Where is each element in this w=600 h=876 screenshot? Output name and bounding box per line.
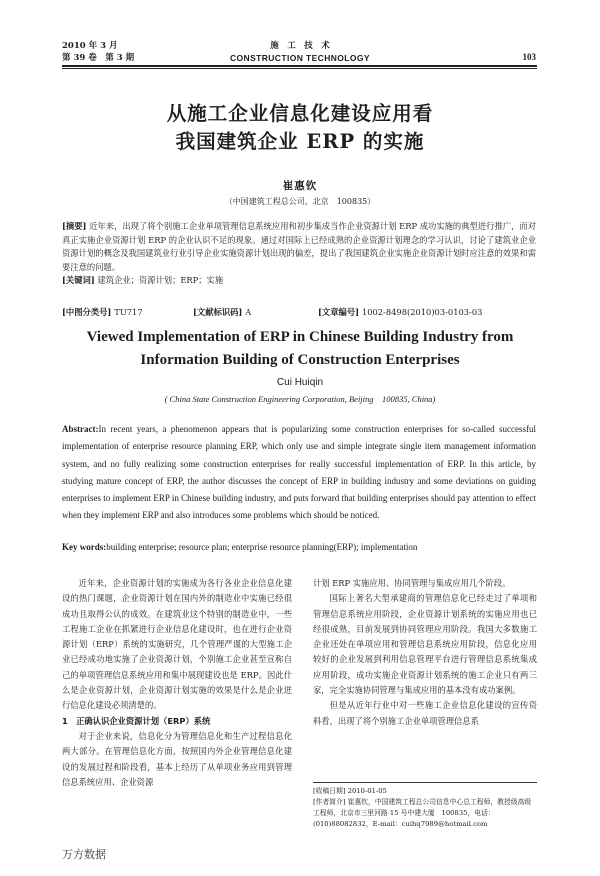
clc-value: TU717 <box>114 307 143 317</box>
author-bio: [作者简介] 崔惠钦，中国建筑工程总公司信息中心总工程师，教授级高级工程师，北京市三里河路 15 号中建大厦 100835，电话：(010)88082832，E-mail：cuihq7989@hotmail.com <box>313 798 532 828</box>
author-footnote <box>313 782 537 830</box>
author-en: Cui Huiqin <box>276 377 324 388</box>
body-column-right <box>313 576 537 729</box>
abstract-cn <box>62 220 536 288</box>
keywords-en <box>62 542 542 552</box>
title-en <box>60 326 540 372</box>
abstract-cn-label: [摘要] <box>62 221 87 231</box>
title-cn-line2: 我国建筑企业 ERP 的实施 <box>175 130 425 153</box>
section-heading: 1 正确认识企业资源计划（ERP）系统 <box>62 715 211 726</box>
received-date: [收稿日期] 2010-01-05 <box>313 787 387 795</box>
body-paragraph: 计划 ERP 实施应用、协同管理与集成应用几个阶段。 <box>313 578 511 588</box>
abstract-en <box>62 421 536 525</box>
abstract-cn-text: 近年来，出现了将个别施工企业单项管理信息系统应用和初步集成当作企业资源计划 ERP 成功实施的典型进行推广，而对真正实施企业资源计划 ERP 的企业认识不足的现象。通过对国际上已经成熟的企业资源计划理念的学习认识，讨论了建筑业企业资源计划的概念及我国建筑业行业引导企业实施资源计划出现的偏差，提出了我国建筑企业实施企业资源计划时应注意的效果和需要注意的问题。 <box>62 221 536 272</box>
affiliation-en: ( China State Construction Engineering Corporation, Beijing 100835, China) <box>164 394 436 404</box>
keywords-cn-label: [关键词] <box>62 275 95 285</box>
watermark: 万方数据 <box>62 848 106 861</box>
article-number-label: [文章编号] <box>318 307 360 317</box>
doc-code-value: A <box>245 307 252 317</box>
title-en-line2: Information Building of Construction Enterprises <box>140 352 460 368</box>
doc-code <box>193 306 251 318</box>
clc-number <box>62 306 143 318</box>
keywords-cn-text: 建筑企业；资源计划；ERP；实施 <box>97 275 224 285</box>
affiliation-cn: （中国建筑工程总公司，北京 100835） <box>224 197 376 206</box>
journal-name-en: CONSTRUCTION TECHNOLOGY <box>229 53 370 63</box>
abstract-en-label: Abstract: <box>62 424 99 434</box>
doc-code-label: [文献标识码] <box>193 307 243 317</box>
header-rule-thick <box>62 65 537 67</box>
running-header-center <box>200 40 400 64</box>
journal-name-cn: 施 工 技 术 <box>270 41 330 51</box>
body-paragraph: 国际上著名大型承建商的管理信息化已经走过了单项和管理信息系统应用阶段，企业资源计划系统的实施应用也已经很成熟，目前发展到协同管理应用阶段。我国大多数施工企业还处在单项应用和管理信息系统应用阶段，信息化应用较好的企业发展到利用信息管理平台进行管理信息系统集成应用阶段，成功实施企业资源计划系统的施工企业只有两三家，完全实施协同管理与集成应用的基本没有成功案例。 <box>313 593 537 696</box>
abstract-en-text: In recent years, a phenomenon appears that is popularizing some construction enterprises for so-called successful implementation of enterprise resource planning ERP, which only use and simple integrate single item management information system, and no fully realizing some construction enterprises for really successful implementation of ERP. In this article, by studying mature concept of ERP, the author discusses the concept of ERP in building industry and some deviations on guiding enterprises to implement ERP in Chinese building industry, and puts forward that building enterprises should pay attention to effect when they implement ERP and also introduces some problems which should be noticed. <box>62 424 536 521</box>
title-en-line1: Viewed Implementation of ERP in Chinese Building Industry from <box>86 329 514 345</box>
volume-issue: 第 39 卷 第 3 期 <box>62 53 135 63</box>
header-rule-thin <box>62 68 537 69</box>
body-paragraph: 近年来，企业资源计划的实施成为各行各业企业信息化建设的热门课题，企业资源计划在国内外的制造业中实施已经很成功且取得公认的成效。在建筑业这个特别的制造业中，一些工程施工企业在抓紧进行企业信息化建设时，也在进行企业资源计划（ERP）系统的实施研究，几个管理严谨的大型施工企业已经成功地实施了企业资源计划，个别施工企业甚至宣称自己的单项管理信息系统应用和集中展现建设也是 ERP。因此什么是企业资源计划，企业资源计划实施的效果是什么是企业进行信息化建设必须清楚的。 <box>62 578 292 711</box>
keywords-en-label: Key words: <box>62 542 107 552</box>
page-number: 103 <box>522 52 536 62</box>
issue-date: 2010 年 3 月 <box>62 41 118 51</box>
author-cn: 崔惠钦 <box>282 180 318 192</box>
article-number <box>318 306 482 318</box>
body-column-left <box>62 576 292 790</box>
body-paragraph: 对于企业来说，信息化分为管理信息化和生产过程信息化两大部分。在管理信息化方面，按照国内外企业管理信息化建设的发展过程和阶段看，基本上经历了从单项业务应用到管理信息系统应用、企业资源 <box>62 730 292 787</box>
running-header-left <box>62 40 134 64</box>
keywords-en-text: building enterprise; resource plan; enterprise resource planning(ERP); implementation <box>106 542 418 552</box>
body-paragraph: 但是从近年行业中对一些施工企业信息化建设的宣传资料看，出现了将个别施工企业单项管理信息系 <box>313 700 537 726</box>
clc-label: [中图分类号] <box>62 307 112 317</box>
title-cn-line1: 从施工企业信息化建设应用看 <box>166 102 434 125</box>
article-number-value: 1002-8498(2010)03-0103-03 <box>361 307 483 317</box>
